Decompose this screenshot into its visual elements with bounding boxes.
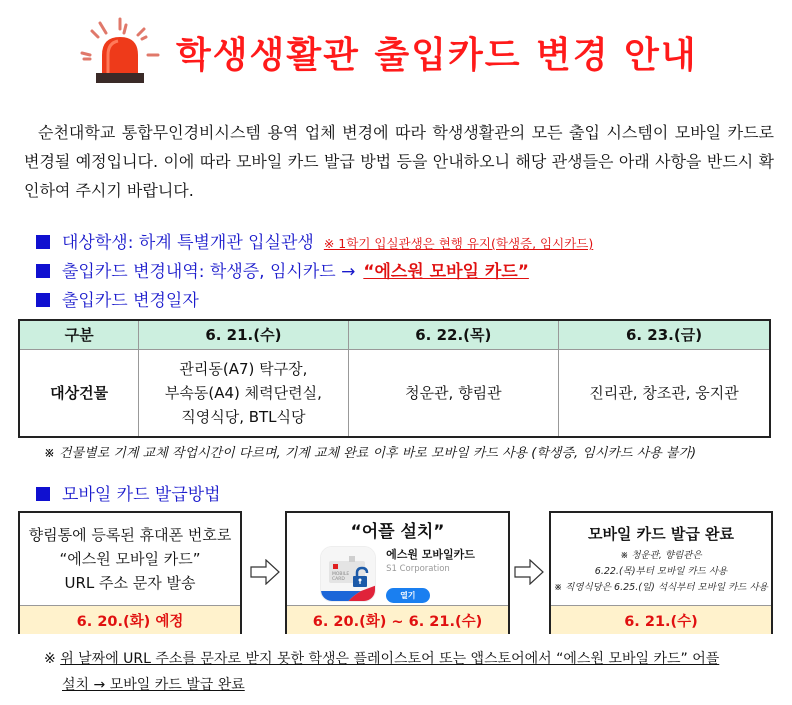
step-note: ※ 청운관, 향림관은 <box>620 549 702 561</box>
step-note: ※ 직영식당은 6.25.(일) 석식부터 모바일 카드 사용 <box>554 581 768 593</box>
bottom-note <box>44 646 784 698</box>
header-cell: 6. 23.(금) <box>559 320 770 349</box>
cell-line: 청운관, 향림관 <box>405 383 502 402</box>
header-cell: 구분 <box>19 320 139 349</box>
bottom-note-line-2 <box>44 672 784 698</box>
step-issue-complete <box>549 511 773 634</box>
step-line: “에스원 모바일 카드” <box>59 550 201 568</box>
cell-line: 진리관, 창조관, 웅지관 <box>589 383 739 402</box>
step-date: 6. 20.(화) ~ 6. 21.(수) <box>287 605 508 634</box>
app-store-listing <box>320 546 475 603</box>
bullet-label: 대상학생: 하계 특별개관 입실관생 <box>62 233 314 253</box>
info-bullets <box>36 228 776 315</box>
step-sms <box>18 511 242 634</box>
step-line: URL 주소 문자 발송 <box>64 574 196 592</box>
app-open-button[interactable]: 열기 <box>386 588 429 603</box>
step-body <box>551 513 771 605</box>
cell-line: 부속동(A4) 체력단련실, <box>164 383 322 402</box>
square-bullet-icon <box>36 293 50 307</box>
header <box>70 14 750 90</box>
siren-icon <box>70 17 160 87</box>
bullet-change-details <box>36 257 776 286</box>
step-body <box>20 513 240 605</box>
step-body <box>287 513 508 605</box>
table-note: ※ 건물별로 기계 교체 작업시간이 다르며, 기계 교체 완료 이후 바로 모바일 카드 사용 (학생증, 임시카드 사용 불가) <box>44 446 697 461</box>
table-cell <box>139 349 348 437</box>
table-row <box>19 349 770 437</box>
header-cell: 6. 22.(목) <box>348 320 558 349</box>
bullet-change-dates <box>36 286 776 315</box>
step-title: 모바일 카드 발급 완료 <box>587 524 735 543</box>
app-name: 에스원 모바일카드 <box>386 548 475 561</box>
square-bullet-icon <box>36 487 50 501</box>
table-cell <box>559 349 770 437</box>
bottom-note-text: 설치 → 모바일 카드 발급 완료 <box>62 677 245 693</box>
bullet-note: ※ 1학기 입실관생은 현행 유지(학생증, 임시카드) <box>323 236 594 251</box>
square-bullet-icon <box>36 235 50 249</box>
page-title: 학생생활관 출입카드 변경 안내 <box>176 34 698 76</box>
svg-text:MOBILE: MOBILE <box>332 572 350 577</box>
bottom-note-text: 위 날짜에 URL 주소를 문자로 받지 못한 학생은 플레이스토어 또는 앱스토어에서 “에스원 모바일 카드” 어플 <box>60 651 720 667</box>
step-note: 6.22.(목)부터 모바일 카드 사용 <box>594 565 728 577</box>
bottom-note-line-1 <box>44 646 784 672</box>
table-cell <box>348 349 558 437</box>
cell-line: 직영식당, BTL식당 <box>181 407 306 426</box>
square-bullet-icon <box>36 264 50 278</box>
app-info <box>386 546 475 603</box>
intro-text: 순천대학교 통합무인경비시스템 용역 업체 변경에 따라 학생생활관의 모든 출입 시스템이 모바일 카드로 변경될 예정입니다. 이에 따라 모바일 카드 발급 방법 등을 안내하오니 해당 관생들은 아래 사항을 반드시 확인하여 주시기 바랍니다. <box>24 123 774 200</box>
step-title: “어플 설치” <box>350 522 445 542</box>
step-date: 6. 20.(화) 예정 <box>20 605 240 634</box>
row-label: 대상건물 <box>19 349 139 437</box>
cell-line: 관리동(A7) 탁구장, <box>179 359 308 378</box>
intro-paragraph <box>24 118 774 205</box>
svg-text:CARD: CARD <box>332 577 345 582</box>
step-date: 6. 21.(수) <box>551 605 771 634</box>
arrow-right-icon <box>250 559 280 585</box>
bullet-target-students <box>36 228 776 257</box>
table-header-row <box>19 320 770 349</box>
app-publisher: S1 Corporation <box>386 564 450 574</box>
section-mobile-card <box>36 480 776 509</box>
mobile-card-app-icon <box>320 546 376 602</box>
bullet-label: 출입카드 변경일자 <box>62 291 199 311</box>
header-cell: 6. 21.(수) <box>139 320 348 349</box>
step-line: 향림통에 등록된 휴대폰 번호로 <box>28 526 232 544</box>
schedule-table <box>18 319 771 438</box>
section-heading <box>36 480 776 509</box>
step-app-install <box>285 511 510 634</box>
arrow-right-icon <box>514 559 544 585</box>
bullet-label: 출입카드 변경내역: 학생증, 임시카드 → <box>62 262 356 282</box>
reference-mark: ※ <box>44 651 56 667</box>
bullet-highlight: “에스원 모바일 카드” <box>363 262 529 282</box>
section-label: 모바일 카드 발급방법 <box>62 485 221 505</box>
